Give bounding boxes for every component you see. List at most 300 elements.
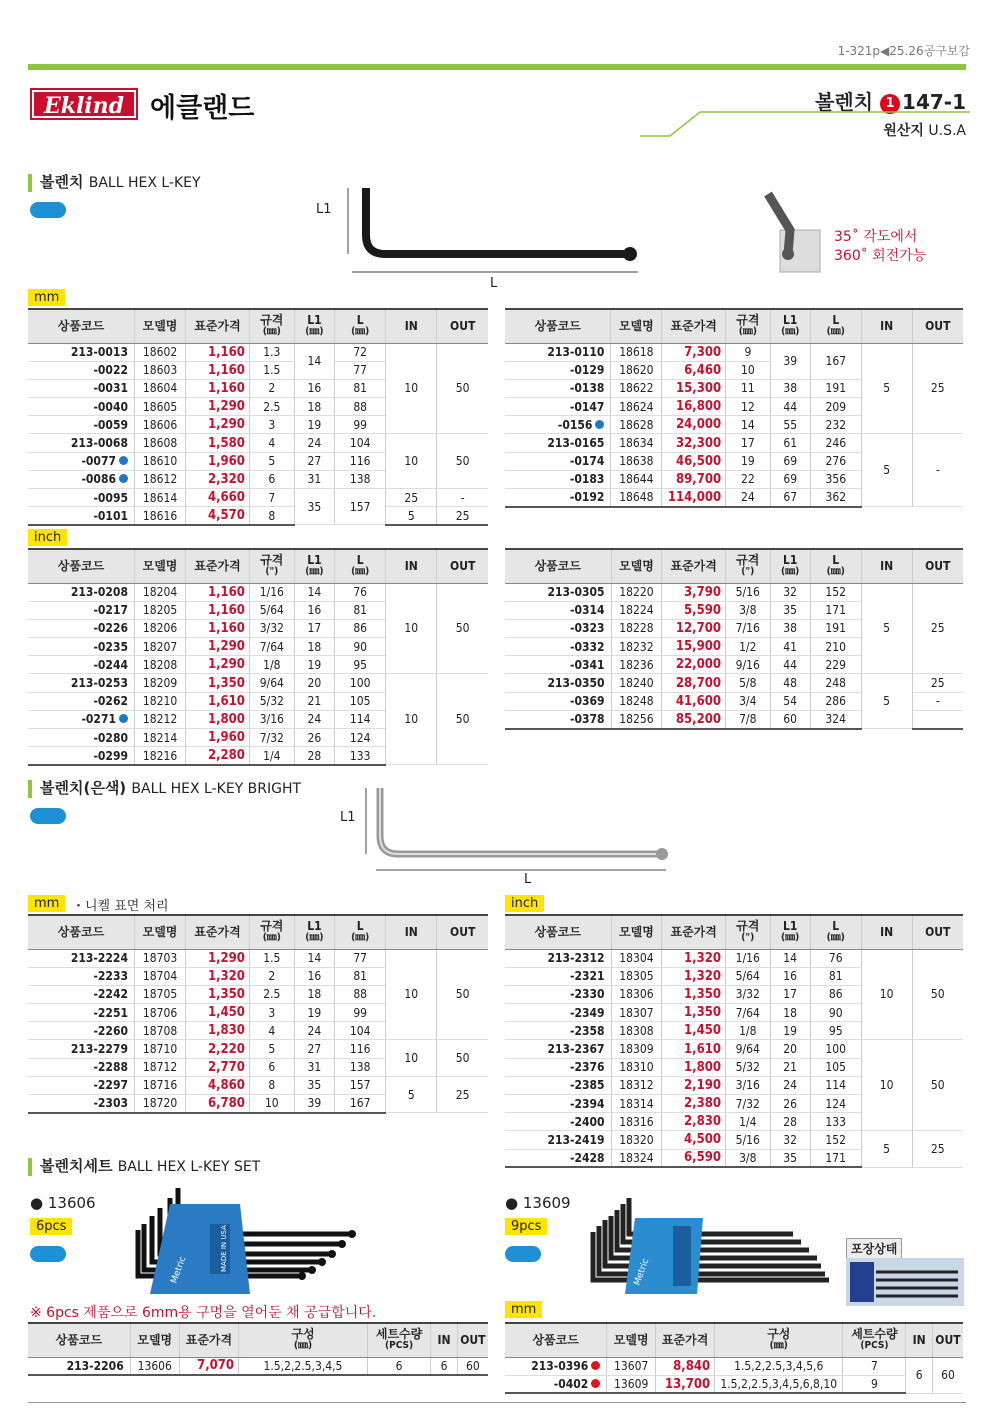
cell-l (810, 656, 861, 674)
cell-spec (726, 674, 771, 692)
cell-value: 60 (941, 1368, 955, 1383)
cell-code (28, 1357, 130, 1375)
cell-value: 1,290 (207, 417, 245, 433)
cell-l (335, 343, 386, 361)
cell-value: 1,290 (207, 639, 245, 655)
cell-value: 77 (353, 951, 368, 966)
cell-value: -0369 (569, 694, 605, 709)
col-header-price (662, 549, 726, 583)
cell-value: -2428 (569, 1150, 605, 1165)
col-header-spec-unit: (㎜) (262, 326, 281, 338)
col-header-code (505, 915, 611, 949)
table-row (505, 1040, 963, 1058)
cell-value: 18703 (142, 951, 178, 966)
cell-comp (715, 1375, 843, 1393)
cell-value: 18618 (619, 345, 654, 360)
col-header-in (906, 1323, 932, 1357)
col-header-l-unit: (㎜) (351, 932, 370, 944)
cell-value: 1,830 (207, 1023, 245, 1039)
cell-code (28, 470, 134, 488)
cell-price (186, 747, 250, 765)
brand-logo: Eklind (30, 88, 138, 120)
col-header-code-label: 상품코드 (534, 559, 581, 574)
cell-code (28, 1004, 134, 1022)
set2-model-text: 13609 (522, 1194, 571, 1212)
col-header-out-label: OUT (925, 319, 951, 334)
cell-value: 213-0350 (547, 676, 605, 691)
cell-value: 7/32 (735, 1096, 760, 1111)
cell-l1 (294, 949, 334, 967)
col-header-l1 (770, 915, 810, 949)
cell-l1 (770, 1040, 810, 1058)
cell-value: 213-0068 (70, 436, 128, 451)
cell-l (335, 656, 386, 674)
cell-price (186, 507, 250, 525)
cell-value: 18309 (619, 1042, 654, 1057)
cell-model (134, 361, 185, 379)
cell-value: 8 (268, 1078, 276, 1093)
cell-value: 18205 (142, 603, 178, 618)
cell-value: 2,380 (684, 1096, 721, 1112)
cell-l1 (770, 692, 810, 710)
cell-l1 (294, 398, 334, 416)
cell-model (611, 1131, 662, 1149)
cell-l (810, 949, 861, 967)
cell-value: 1,960 (207, 730, 245, 746)
cell-l1 (770, 949, 810, 967)
cell-price (186, 1058, 250, 1076)
cell-value: 24 (741, 490, 755, 505)
cell-value: 19 (783, 1023, 798, 1038)
cell-value: 4 (268, 436, 276, 451)
cell-in (386, 507, 437, 525)
cell-code (28, 379, 134, 397)
page-title-text: 볼렌치 (815, 90, 874, 114)
cell-value: 25 (930, 676, 945, 691)
cell-spec (726, 1040, 771, 1058)
cell-in (861, 343, 912, 434)
cell-value: 16,800 (676, 399, 722, 415)
cell-model (134, 674, 185, 692)
table-row (28, 949, 488, 967)
cell-value: 99 (353, 417, 368, 432)
cell-value: 18240 (619, 676, 654, 691)
cell-code (505, 710, 611, 728)
col-header-l1-unit: (㎜) (305, 326, 324, 338)
cell-l1 (770, 470, 810, 488)
cell-value: 18604 (142, 381, 178, 396)
cell-value: 26 (307, 730, 322, 745)
col-header-code-label: 상품코드 (55, 1333, 103, 1348)
rotation-illustration (760, 190, 830, 280)
cell-value: 1/2 (739, 639, 757, 654)
cell-value: 18628 (619, 417, 654, 432)
cell-out (912, 949, 963, 1040)
cell-model (134, 343, 185, 361)
table-row (28, 1040, 488, 1058)
cell-value: 114 (825, 1078, 847, 1093)
cell-price (186, 416, 250, 434)
cell-value: 1,350 (684, 1005, 721, 1021)
cell-value: 157 (349, 1078, 371, 1093)
cell-value: 18204 (142, 585, 178, 600)
cell-model (134, 638, 185, 656)
cell-price (186, 638, 250, 656)
cell-model (611, 710, 662, 728)
cell-model (611, 452, 662, 470)
cell-l1 (294, 1058, 334, 1076)
cell-value: 104 (349, 1023, 371, 1038)
holder-text-2: Metric (632, 1257, 652, 1288)
cell-value: 81 (353, 603, 368, 618)
cell-value: -0262 (93, 694, 128, 709)
cell-l1 (770, 1022, 810, 1040)
cell-value: -0031 (93, 381, 128, 396)
cell-value: 19 (307, 657, 322, 672)
cell-model (134, 1004, 185, 1022)
cell-price (662, 1058, 726, 1076)
col-header-code (28, 915, 134, 949)
col-header-price (179, 1323, 238, 1357)
col-header-in (386, 915, 437, 949)
cell-code (505, 674, 611, 692)
cell-in (386, 343, 437, 434)
cell-value: 1,320 (684, 950, 721, 966)
cell-price (662, 343, 726, 361)
cell-value: 1/16 (259, 585, 284, 600)
cell-spec (726, 710, 771, 728)
stock-dot-icon (591, 1361, 600, 1370)
cell-model (611, 638, 662, 656)
col-header-code (505, 1323, 607, 1357)
cell-value: -0174 (569, 454, 605, 469)
cell-spec (249, 692, 294, 710)
cell-value: 248 (825, 676, 847, 691)
cell-code (28, 343, 134, 361)
cell-value: -2288 (93, 1060, 128, 1075)
cell-value: 3/8 (739, 1150, 757, 1165)
cell-value: 18310 (619, 1060, 654, 1075)
col-header-model-label: 모델명 (613, 1333, 649, 1348)
col-header-in-label: IN (880, 559, 894, 574)
cell-model (134, 1058, 185, 1076)
table-set-9pcs (505, 1322, 963, 1394)
cell-value: 22,000 (675, 657, 721, 673)
cell-value: 5/16 (735, 585, 760, 600)
col-header-out-label: OUT (925, 559, 951, 574)
cell-value: 1,290 (207, 950, 245, 966)
cell-code (28, 747, 134, 765)
cell-in (386, 434, 437, 489)
cell-value: 38 (783, 381, 798, 396)
set2-model: ● 13609 (505, 1194, 571, 1212)
cell-value: -0271 (81, 712, 116, 727)
col-header-l-label: L (832, 919, 840, 934)
cell-price (186, 692, 250, 710)
cell-value: 18 (307, 639, 322, 654)
cell-value: 213-0013 (70, 345, 128, 360)
cell-code (28, 692, 134, 710)
cell-value: 2 (268, 969, 276, 984)
cell-value: 152 (825, 1132, 847, 1147)
cell-value: 18212 (142, 712, 178, 727)
col-header-l1-label: L1 (783, 313, 798, 328)
col-header-spec-label: 규격 (736, 313, 760, 328)
cell-spec (726, 583, 771, 601)
cell-value: -0147 (569, 399, 605, 414)
page-reference: 1-321p◀25.26공구보감 (837, 44, 970, 58)
cell-value: 15,300 (676, 380, 722, 396)
cell-price (662, 949, 726, 967)
cell-l (335, 638, 386, 656)
cell-value: 24 (307, 712, 322, 727)
cell-l (810, 1004, 861, 1022)
cell-qty (367, 1357, 430, 1375)
cell-code (505, 1095, 611, 1113)
cell-spec (726, 361, 770, 379)
cell-spec (249, 674, 294, 692)
cell-value: 3 (268, 417, 276, 432)
cell-value: 50 (455, 621, 470, 636)
cell-price (662, 470, 726, 488)
cell-l1 (770, 601, 810, 619)
cell-price (186, 967, 250, 985)
rotate-note-1: 35˚ 각도에서 (834, 229, 918, 245)
cell-value: 213-2206 (66, 1358, 124, 1373)
cell-price (662, 692, 726, 710)
cell-l1 (294, 470, 334, 488)
col-header-l-unit: (㎜) (351, 566, 370, 578)
cell-value: 32,300 (676, 435, 722, 451)
cell-value: 5 (407, 1087, 415, 1102)
cell-price (186, 601, 250, 619)
cell-value: 2,770 (207, 1059, 245, 1075)
cell-value: 1.3 (263, 345, 281, 360)
cell-l (335, 747, 386, 765)
cell-value: 18 (307, 987, 322, 1002)
cell-value: 1.5,2,2.5,3,4,5,6,8,10 (720, 1377, 838, 1392)
cell-value: 2,830 (684, 1114, 721, 1130)
cell-l1 (294, 379, 334, 397)
cell-code (505, 1375, 607, 1393)
cell-value: 18 (307, 399, 322, 414)
section3-title (28, 1158, 260, 1176)
col-header-price-label: 표준가격 (194, 319, 241, 334)
cell-value: 89,700 (676, 471, 722, 487)
col-header-l-label: L (832, 313, 840, 328)
cell-l1 (770, 1095, 810, 1113)
cell-code (28, 1040, 134, 1058)
col-header-l1-label: L1 (782, 553, 798, 568)
cell-value: 7 (870, 1359, 878, 1374)
cell-in (386, 489, 437, 507)
col-header-price-label: 표준가격 (670, 319, 717, 334)
cell-l1 (294, 747, 334, 765)
cell-value: 6 (395, 1358, 403, 1373)
cell-value: 18638 (619, 454, 654, 469)
cell-value: 1,350 (207, 675, 245, 691)
cell-l1 (770, 1076, 810, 1094)
cell-in (386, 674, 437, 765)
cell-value: 18 (783, 1005, 798, 1020)
cell-value: 116 (349, 1042, 371, 1057)
cell-value: 9 (744, 345, 752, 360)
cell-l1 (294, 729, 334, 747)
col-header-qty-label: 세트수량 (375, 1327, 423, 1342)
l-label: L (490, 276, 498, 291)
cell-model (607, 1375, 656, 1393)
cell-model (611, 1149, 662, 1167)
cell-value: 191 (825, 381, 847, 396)
cell-value: 105 (349, 694, 371, 709)
cell-value: 15,900 (675, 639, 721, 655)
cell-value: 18314 (619, 1096, 654, 1111)
cell-value: 1.5 (263, 951, 281, 966)
cell-value: 7/64 (735, 1005, 760, 1020)
cell-l (810, 398, 861, 416)
cell-value: 20 (783, 1042, 798, 1057)
col-header-code-label: 상품코드 (534, 925, 581, 940)
col-header-price (656, 1323, 715, 1357)
cell-model (134, 398, 185, 416)
col-header-out (912, 549, 963, 583)
cell-spec (726, 967, 771, 985)
cell-in (861, 434, 912, 507)
col-header-l (810, 915, 861, 949)
col-header-price (662, 309, 726, 343)
col-header-spec (249, 549, 294, 583)
cell-l (335, 583, 386, 601)
cell-price (662, 1076, 726, 1094)
cell-out (437, 434, 488, 489)
cell-value: 25 (930, 1142, 945, 1157)
cell-value: 324 (825, 712, 847, 727)
set-6pcs-illustration (130, 1184, 370, 1296)
cell-value: 16 (307, 969, 322, 984)
cell-value: 2.5 (263, 987, 281, 1002)
cell-l1 (294, 967, 334, 985)
cell-code (505, 1357, 607, 1375)
col-header-price-label: 표준가격 (185, 1333, 233, 1348)
cell-value: 14 (783, 951, 798, 966)
cell-spec (249, 601, 294, 619)
cell-value: 76 (828, 951, 843, 966)
table-row (28, 343, 488, 361)
section3-title-en: BALL HEX L-KEY SET (117, 1159, 261, 1175)
cell-value: 18216 (142, 748, 178, 763)
cell-value: 7/16 (735, 621, 760, 636)
set2-pcs: 9pcs (505, 1218, 547, 1235)
cell-model (611, 674, 662, 692)
cell-out (912, 1131, 963, 1167)
cell-value: 2,220 (207, 1041, 245, 1057)
col-header-l1-unit: (㎜) (781, 566, 800, 578)
cell-value: -2385 (569, 1078, 605, 1093)
cell-value: 213-2279 (70, 1042, 128, 1057)
l1-label: L1 (316, 202, 332, 217)
cell-value: 3/32 (735, 987, 760, 1002)
cell-value: 25 (455, 1087, 470, 1102)
cell-value: 18305 (619, 969, 654, 984)
cell-value: -2260 (93, 1023, 128, 1038)
col-header-l1-label: L1 (307, 313, 322, 328)
cell-spec (249, 361, 294, 379)
cell-l (335, 729, 386, 747)
col-header-l-unit: (㎜) (351, 326, 370, 338)
cell-model (134, 692, 185, 710)
cell-value: -2303 (93, 1096, 128, 1111)
cell-value: 18622 (619, 381, 654, 396)
cell-out (912, 343, 963, 434)
cell-value: 18624 (619, 399, 654, 414)
cell-value: 1,160 (207, 362, 245, 378)
col-header-l-unit: (㎜) (826, 932, 845, 944)
cell-l (335, 967, 386, 985)
cell-spec (726, 1076, 771, 1094)
col-header-model-label: 모델명 (142, 925, 178, 940)
cell-model (611, 692, 662, 710)
cell-value: 10 (404, 381, 419, 396)
cell-code (28, 434, 134, 452)
cell-value: 50 (455, 454, 470, 469)
cell-value: 3/8 (739, 603, 757, 618)
brand-name: 에클랜드 (150, 93, 255, 124)
table-row (28, 674, 488, 692)
cell-value: 213-2367 (547, 1042, 605, 1057)
cell-value: 1/16 (735, 951, 760, 966)
cell-value: 1,290 (207, 399, 245, 415)
cell-spec (726, 985, 771, 1003)
col-header-comp-label: 구성 (767, 1327, 791, 1342)
cell-price (662, 1040, 726, 1058)
cell-value: 18210 (142, 694, 178, 709)
cell-model (134, 710, 185, 728)
cell-spec (726, 638, 771, 656)
cell-value: 10 (404, 621, 419, 636)
cell-value: 9/64 (735, 1042, 760, 1057)
cell-value: 18608 (142, 436, 178, 451)
cell-value: -0226 (93, 621, 128, 636)
cell-value: 20 (307, 676, 322, 691)
cell-value: -0138 (569, 381, 605, 396)
cell-value: 9/16 (735, 657, 760, 672)
cell-value: 1,610 (684, 1041, 721, 1057)
cell-value: 1/4 (263, 748, 281, 763)
cell-l (810, 710, 861, 728)
cell-value: 4,500 (684, 1132, 721, 1148)
cell-value: 60 (466, 1358, 480, 1373)
section1-title-ko: 볼렌치 (40, 173, 84, 191)
cell-value: 72 (353, 345, 368, 360)
cell-l1 (294, 656, 334, 674)
table-row (505, 1357, 963, 1375)
cell-value: 3/4 (739, 694, 757, 709)
cell-value: 1,800 (207, 711, 245, 727)
col-header-l1 (294, 309, 334, 343)
cell-price (186, 470, 250, 488)
cell-l (335, 1004, 386, 1022)
cell-value: 124 (349, 730, 371, 745)
cell-price (662, 1113, 726, 1131)
cell-value: 171 (825, 603, 847, 618)
cell-value: 1,160 (207, 380, 245, 396)
cell-value: 7/64 (259, 639, 284, 654)
cell-l1 (770, 656, 810, 674)
cell-value: 25 (930, 621, 945, 636)
cell-spec (726, 619, 771, 637)
section3-title-ko: 볼렌치세트 (40, 1157, 113, 1175)
cell-value: 5/32 (735, 1060, 760, 1075)
